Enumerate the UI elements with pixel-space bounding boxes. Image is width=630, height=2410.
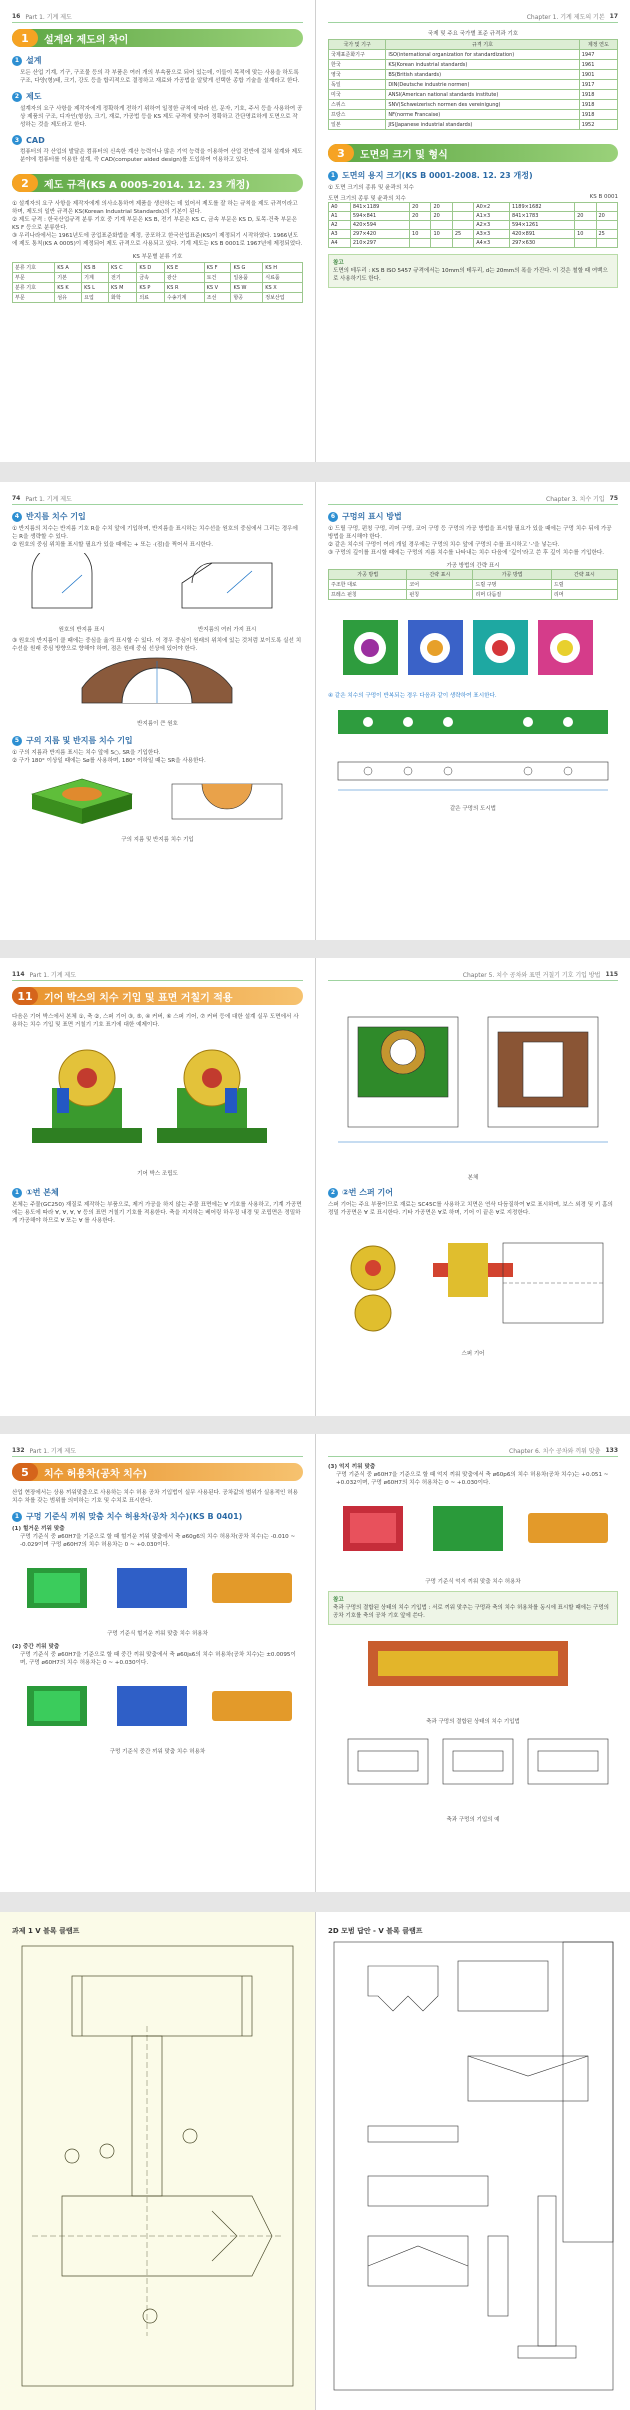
table-cell: 부문 — [13, 293, 55, 303]
table-cell: 조선 — [204, 293, 231, 303]
figure-caption: 스퍼 기어 — [461, 1351, 485, 1357]
table-cell: 594×1261 — [509, 221, 574, 230]
table-cell: 식료품 — [263, 273, 303, 283]
subheading-hole-basis: 1 구멍 기준식 끼워 맞춤 치수 허용차(공차 치수)(KS B 0401) — [12, 1511, 303, 1522]
spread-3 — [0, 958, 630, 1416]
bullet-icon: 3 — [12, 135, 22, 145]
table-cell: KS(Korean industrial standards) — [386, 60, 579, 70]
table-cell: 영국 — [329, 70, 386, 80]
table-cell: 펀칭 — [407, 590, 473, 600]
table-row — [13, 273, 303, 283]
table-header-cell: 규격 기호 — [386, 40, 579, 50]
section-heading — [12, 174, 303, 192]
table-cell: 일용품 — [231, 273, 263, 283]
section-heading: 11 기어 박스의 치수 기입 및 표면 거칠기 적용 — [12, 987, 303, 1005]
section-heading — [12, 29, 303, 47]
table-cell: KS G — [231, 263, 263, 273]
part-label: Part 1. 기계 제도 — [25, 13, 72, 21]
table-cell: A3×3 — [474, 230, 510, 239]
paragraph: 모든 산업 기계, 기구, 구조물 등의 각 부품은 여러 개의 부속품으로 되어 있는데, 이들이 목적에 맞는 사용을 하도록 구조, 다양(형)태, 크기, 강도 등을 합리적으로 결정하고 재료와 가공법을 알맞게 선택한 종합 기술을 설계라고 한다. — [20, 70, 300, 84]
bullet-icon: 6 — [328, 512, 338, 522]
table-cell: KS P — [137, 283, 165, 293]
table-row — [329, 70, 618, 80]
table-cell: 광산 — [164, 273, 204, 283]
table-cell: JIS(Japanese industrial standards) — [386, 120, 579, 130]
table-cell: ISO(international organization for standardization) — [386, 50, 579, 60]
page-16 — [0, 0, 315, 462]
table-cell: 항공 — [231, 293, 263, 303]
spread-1 — [0, 0, 630, 462]
table-cell: 594×841 — [350, 212, 409, 221]
table-header-cell: 제정 연도 — [579, 40, 617, 50]
table-cell: 수송기계 — [164, 293, 204, 303]
table-cell: 841×1783 — [509, 212, 574, 221]
section-number: 2 — [12, 174, 38, 192]
section-number: 3 — [328, 144, 354, 162]
table-row — [13, 263, 303, 273]
table-cell: 25 — [596, 230, 618, 239]
table-header-cell: 가공 방법 — [329, 570, 407, 580]
table-row — [329, 90, 618, 100]
table-caption: 국제 및 주요 국가별 표준 규격과 기호 — [427, 31, 519, 37]
table-cell: 프레스 펀칭 — [329, 590, 407, 600]
subheading-drafting: 2 제도 — [12, 91, 303, 102]
paragraph: 컴퓨터의 각 산업의 발달은 컴퓨터의 신속한 계산 능력이나 많은 기억 능력을 이용하여 산업 전반에 걸쳐 설계와 제도 분야에 컴퓨터를 이용한 설계, 즉 CAD(computer aided design)를 도입하여 이용하고 있다. — [20, 149, 303, 163]
subheading-sphere: 5 구의 지름 및 반지름 치수 기입 — [12, 735, 303, 746]
section-number: 1 — [12, 29, 38, 47]
table-cell: 금속 — [137, 273, 165, 283]
table-cell: A1×3 — [474, 212, 510, 221]
subheading-holes: 6 구멍의 표시 방법 — [328, 511, 618, 522]
table-cell — [452, 239, 473, 248]
table-cell — [575, 203, 596, 212]
table-caption: 가공 방법의 간략 표시 — [446, 563, 500, 569]
table-cell: KS A — [55, 263, 82, 273]
running-header: Chapter 5. 치수 공차와 표면 거칠기 기호 기입 방법 115 — [328, 968, 618, 981]
plate-holes-figure — [328, 704, 619, 748]
running-header: 114 Part 1. 기계 제도 — [12, 968, 303, 981]
table-cell: 20 — [410, 203, 431, 212]
table-cell: A0×2 — [474, 203, 510, 212]
table-cell: 분류 기호 — [13, 263, 55, 273]
subheading-paper: 1 도면의 용지 크기(KS B 0001-2008. 12. 23 개정) — [328, 170, 618, 181]
table-cell: 297×630 — [509, 239, 574, 248]
table-cell: KS K — [55, 283, 82, 293]
table-cell: 의료 — [137, 293, 165, 303]
page-17 — [315, 0, 630, 462]
table-caption: KS 부문별 분류 기호 — [132, 254, 183, 260]
table-header-cell: 가공 방법 — [473, 570, 551, 580]
bullet-icon: 5 — [12, 736, 22, 746]
table-row — [329, 230, 618, 239]
table-cell: DIN(Deutsche industrie normen) — [386, 80, 579, 90]
table-cell — [452, 212, 473, 221]
section-heading — [328, 144, 618, 162]
table-cell: 스위스 — [329, 100, 386, 110]
section-title: 도면의 크기 및 형식 — [360, 149, 448, 161]
table-cell: 1947 — [579, 50, 617, 60]
spur-gear-figure — [328, 1223, 619, 1343]
table-cell: 1961 — [579, 60, 617, 70]
table-row — [329, 221, 618, 230]
table-cell: A4 — [329, 239, 351, 248]
subheading-design: 1 설계 — [12, 55, 303, 66]
table-cell: KS H — [263, 263, 303, 273]
table-cell: 1918 — [579, 100, 617, 110]
figure-caption: 반지름의 여러 가지 표시 — [197, 627, 257, 633]
running-header: 74 Part 1. 기계 제도 — [12, 492, 303, 505]
page-74: 74 Part 1. 기계 제도 4 반지름 치수 기입 ① 반지름의 치수는 반지름 기호 R을 수치 앞에 기입하며, 반지름을 표시하는 치수선을 원호의 중심에서 그리는 경우에는 R을 생략할 수 있다. ② 원호의 중심 위치를 표시할 필요가 있을 때에는 + 또는 ·(점)을 찍어서 표시한다. 원호의 반지름 표시 반지름의 여러 가지 표시 ③ 원호의 반지름이 클 때에는 중심을 옮겨 표시할 수 있다. 이 경우 중심이 원래의 위치에 있는 것처럼 보이도록 실선 치수선을 원래 중심 방향으로 향해야 하며, 점은 원래 중심 선상에 있어야 한다. 반지름이 큰 원호 5 구의 지름 및 반지름 치수 기입 ① 구의 지름과 반지름 표시는 치수 앞에 S○, SR을 기입한다. ② 구가 180° 이상일 때에는 Sø를 사용하며, 180° 이하일 때는 SR을 사용한다. 구의 지름 및 반지름 치수 기입 — [0, 482, 315, 940]
ks-category-table — [12, 262, 303, 303]
table-cell: A2 — [329, 221, 351, 230]
table-cell: 20 — [410, 212, 431, 221]
page-133: Chapter 6. 치수 공차와 끼워 맞춤 133 (3) 억지 끼워 맞춤 구멍 기준식 중 ø60H7을 기준으로 할 때 억지 끼워 맞춤에서 축 ø60p6의 치수 허용차(공차 치수)는 +0.051 ~ +0.032이며, 구멍 ø60H7의 치수 허용차는 0 ~ +0.030이다. 구멍 기준식 억지 끼워 맞춤 치수 허용차 참고 축과 구멍의 결합된 상태의 치수 기입법 : 서로 끼워 맞추는 구멍과 축의 치수 허용차를 동시에 표시할 때에는 구멍의 공차 기호를 축의 공차 기호 앞에 쓴다. 축과 구멍의 결합된 상태의 치수 기입법 축과 구멍의 기입의 예 — [315, 1434, 630, 1892]
table-cell: 섬유 — [55, 293, 82, 303]
table-cell: KS L — [82, 283, 109, 293]
table-cell: 리머 — [551, 590, 617, 600]
table-cell: 20 — [431, 212, 452, 221]
table-row — [329, 212, 618, 221]
table-cell — [596, 221, 618, 230]
gearbox-assembly-figure — [12, 1033, 303, 1163]
table-cell — [596, 203, 618, 212]
table-cell: 1918 — [579, 90, 617, 100]
table-cell: 요업 — [82, 293, 109, 303]
table-cell: 10 — [431, 230, 452, 239]
table-cell: KS C — [109, 263, 137, 273]
table-cell: 기계 — [82, 273, 109, 283]
table-cell: 주조한 대로 — [329, 580, 407, 590]
large-arc-figure — [12, 653, 303, 713]
spread-5 — [0, 1912, 630, 2410]
table-cell: KS D — [137, 263, 165, 273]
table-cell: 드릴 — [551, 580, 617, 590]
spread-4 — [0, 1434, 630, 1892]
running-header — [328, 10, 618, 23]
paper-size-table — [328, 202, 618, 248]
running-header: Chapter 3. 치수 기입 75 — [328, 492, 618, 505]
section-title: 설계와 제도의 차이 — [44, 34, 129, 46]
sphere-figures — [12, 769, 303, 829]
table-header-row — [329, 40, 618, 50]
v-block-answer-drawing — [328, 1936, 619, 2396]
interference-fit-figure — [328, 1491, 619, 1571]
table-cell: BS(British standards) — [386, 70, 579, 80]
table-row — [329, 239, 618, 248]
table-header-cell: 간략 표시 — [407, 570, 473, 580]
table-cell: 정보산업 — [263, 293, 303, 303]
table-cell: 전기 — [109, 273, 137, 283]
table-cell — [452, 221, 473, 230]
table-header-cell: 간략 표시 — [551, 570, 617, 580]
standards-table — [328, 39, 618, 130]
table-cell: 1917 — [579, 80, 617, 90]
table-cell: 20 — [596, 212, 618, 221]
table-row — [329, 80, 618, 90]
page-114: 114 Part 1. 기계 제도 11 기어 박스의 치수 기입 및 표면 거칠기 적용 다음은 기어 박스에서 본체 ①, 축 ②, 스퍼 기어 ③, ⑤, ④ 커버, ⑥ 스퍼 기어, ⑦ 커버 등에 대한 설계 실무 도면에서 사용하는 치수 기입 및 표면 거칠기 기호 표기에 대한 예제이다. 기어 박스 조립도 1 ①번 본체 본체는 주물(GC250) 재질로 제작하는 부품으로, 제거 가공을 하지 않는 주물 표면에는 ∀ 기호를 사용하고, 기계 가공면에는 용도에 따라 ∀, ∀, ∀, ∀ 등의 표면 거칠기 기호를 적용한다. 축을 지지하는 베어링 하우징 내경 및 조립면은 정밀하게 가공해야 하므로 ∀ 또는 ∀ 를 사용한다. — [0, 958, 315, 1416]
plate-drawing-figure — [328, 752, 619, 798]
table-cell: A3 — [329, 230, 351, 239]
running-header: Chapter 6. 치수 공차와 끼워 맞춤 133 — [328, 1444, 618, 1457]
transition-fit-figure — [12, 1671, 303, 1741]
answer-title: 2D 모범 답안 - V 블록 클램프 — [328, 1927, 423, 1935]
figure-caption: 같은 구멍의 도시법 — [449, 806, 496, 812]
table-cell: 297×420 — [350, 230, 409, 239]
table-row — [329, 580, 618, 590]
clearance-fit-figure — [12, 1553, 303, 1623]
table-cell: 화학 — [109, 293, 137, 303]
table-cell: 프랑스 — [329, 110, 386, 120]
paragraph: ③ 우리나라에서는 1961년도에 공업표준화법을 제정, 공포하고 한국산업표준(KS)이 제정되기 시작하였다. 1966년도에 제도 통칙(KS A 0005)이 제정되어 제도 규격으로 사용되고 있다. 기계 제도는 KS B 0001로 1967년에 제정되었다. — [12, 233, 303, 247]
bullet-icon: 2 — [328, 1188, 338, 1198]
table-cell: 10 — [575, 230, 596, 239]
running-header: 132 Part 1. 기계 제도 — [12, 1444, 303, 1457]
table-cell: 리머 다듬질 — [473, 590, 551, 600]
paragraph: 설계자의 요구 사항을 제작자에게 정확하게 전하기 위하여 일정한 규칙에 따라 선, 문자, 기호, 주서 등을 사용하여 공상 제품의 구조, 디자인(형상), 크기, 재료, 가공법 등을 KS 제도 규격에 맞추어 정확하고 간단명료하게 도면으로 작성하는 것을 제도라고 한다. — [20, 106, 303, 128]
figure-caption: 축과 구멍의 기입의 예 — [446, 1817, 500, 1823]
note-box: 참고 축과 구멍의 결합된 상태의 치수 기입법 : 서로 끼워 맞추는 구멍과 축의 치수 허용차를 동시에 표시할 때에는 구멍의 공차 기호를 축의 공차 기호 앞에 쓴다. — [328, 1591, 618, 1625]
table-cell: 25 — [452, 230, 473, 239]
table-header-row — [329, 570, 618, 580]
table-cell: 20 — [431, 203, 452, 212]
page-132: 132 Part 1. 기계 제도 5 치수 허용차(공차 치수) 산업 현장에서는 상용 끼워맞춤으로 사용하는 치수 허용 공차 기입법이 실무 사용된다. 공차값의 범위가 실용적인 허용 치수 차를 갖는 범위를 의미하는 기호 및 수치로 표시한다. 1 구멍 기준식 끼워 맞춤 치수 허용차(공차 치수)(KS B 0401) (1) 헐거운 끼워 맞춤 구멍 기준식 중 ø60H7을 기준으로 할 때 헐거운 끼워 맞춤에서 축 ø60g6의 치수 허용차(공차 치수)는 -0.010 ~ -0.029이며 구멍 ø60H7의 치수 허용차는 0 ~ +0.030이다. 구멍 기준식 헐거운 끼워 맞춤 치수 허용차 (2) 중간 끼워 맞춤 구멍 기준식 중 ø60H7을 기준으로 할 때 중간 끼워 맞춤에서 축 ø60js6의 치수 허용차(공차 치수)는 ±0.0095이며, 구멍 ø60H7의 치수 허용차는 0 ~ +0.030이다. 구멍 기준식 중간 끼워 맞춤 치수 허용차 — [0, 1434, 315, 1892]
table-row — [329, 590, 618, 600]
table-cell: 420×891 — [509, 230, 574, 239]
table-cell: A4×3 — [474, 239, 510, 248]
table-cell — [410, 221, 431, 230]
subheading-cad: 3 CAD — [12, 135, 303, 145]
table-cell — [575, 221, 596, 230]
table-row — [329, 110, 618, 120]
table-cell: 1189×1682 — [509, 203, 574, 212]
table-header-cell: 국가 및 기구 — [329, 40, 386, 50]
table-cell: 10 — [410, 230, 431, 239]
figure-caption: 기어 박스 조립도 — [137, 1171, 178, 1177]
running-header — [12, 10, 303, 23]
table-cell: 부문 — [13, 273, 55, 283]
page-number: 16 — [12, 12, 21, 20]
bullet-icon: 1 — [12, 1188, 22, 1198]
table-cell: ANSI(American national standards institute) — [386, 90, 579, 100]
table-cell: A1 — [329, 212, 351, 221]
table-cell: 841×1189 — [350, 203, 409, 212]
table-cell: A0 — [329, 203, 351, 212]
figure-caption: 구멍 기준식 억지 끼워 맞춤 치수 허용차 — [425, 1579, 521, 1585]
page-75: Chapter 3. 치수 기입 75 6 구멍의 표시 방법 ① 드릴 구멍, 펀칭 구멍, 리머 구멍, 코어 구멍 등 구멍의 가공 방법을 표시할 필요가 있을 때에는 구멍 치수 뒤에 가공 방법을 표시해야 한다. ② 같은 치수의 구멍이 여러 개일 경우에는 구멍의 치수 앞에 구멍의 수를 표시하고 '-'을 넣는다. ③ 구멍의 깊이를 표시할 때에는 구멍의 지름 치수를 나타내는 치수 다음에 '깊이'라고 쓴 후 깊이 치수를 기입한다. 가공 방법의 간략 표시 가공 방법 간략 표시 가공 방법 간략 표시 주조한 대로 코어 드릴 구멍 드릴 프레스 펀칭 펀칭 리머 다듬질 리머 ④ 같은 치수의 구멍이 반복되는 경우 다음과 같이 생략하여 표시한다. 같은 구멍의 도시법 — [315, 482, 630, 940]
table-cell: 1918 — [579, 110, 617, 120]
bullet-icon: 2 — [12, 92, 22, 102]
table-cell — [431, 221, 452, 230]
table-cell: 1901 — [579, 70, 617, 80]
paragraph: ① 설계자의 요구 사항을 제작자에게 의사소통하여 제품을 생산하는 데 있어서 제도를 잘 하는 규칙을 제도 규격이라고 하며, 제도의 일반 규격은 KS(Korean Industrial Standards)의 기본이 된다. — [12, 201, 298, 215]
bullet-icon: 1 — [12, 56, 22, 66]
table-cell: 국제표준화기구 — [329, 50, 386, 60]
table-cell — [431, 239, 452, 248]
table-cell: A2×3 — [474, 221, 510, 230]
figure-caption: 구의 지름 및 반지름 치수 기입 — [121, 837, 194, 843]
table-cell: KS R — [164, 283, 204, 293]
table-cell: 코어 — [407, 580, 473, 590]
figure-caption: 축과 구멍의 결합된 상태의 치수 기입법 — [426, 1719, 520, 1725]
hole-method-table — [328, 569, 618, 600]
v-block-clamp-drawing — [12, 1936, 303, 2396]
table-cell: 토건 — [204, 273, 231, 283]
figure-caption: 반지름이 큰 원호 — [137, 721, 178, 727]
table-row — [329, 50, 618, 60]
table-cell: 420×594 — [350, 221, 409, 230]
table-cell: 210×297 — [350, 239, 409, 248]
table-row — [329, 100, 618, 110]
page-answer-drawing — [315, 1912, 630, 2410]
fit-notation-figure — [328, 1729, 619, 1809]
subheading-spur-gear: 2 ②번 스퍼 기어 — [328, 1187, 618, 1198]
table-row — [13, 283, 303, 293]
page-115: Chapter 5. 치수 공차와 표면 거칠기 기호 기입 방법 115 본체 2 ②번 스퍼 기어 스퍼 기어는 주요 부품이므로 재료는 SC45C를 사용하고 치면은 연삭 다듬질하여 ∀로 표시하며, 보스 외경 및 키 홈의 정밀 가공면은 ∀ 로 표시한다. 기타 가공면은 ∀로 하며, 기어 이 끝은 ∀로 지정한다. 스퍼 기어 — [315, 958, 630, 1416]
table-cell: 1952 — [579, 120, 617, 130]
table-cell: KS X — [263, 283, 303, 293]
table-cell: KS V — [204, 283, 231, 293]
figure-caption: 원호의 반지름 표시 — [58, 627, 105, 633]
page-exercise-drawing — [0, 1912, 315, 2410]
section-heading: 5 치수 허용차(공차 치수) — [12, 1463, 303, 1481]
table-cell — [410, 239, 431, 248]
fit-assembly-figure — [328, 1631, 619, 1711]
subheading-body: 1 ①번 본체 — [12, 1187, 303, 1198]
table-cell: 20 — [575, 212, 596, 221]
chapter-label: Chapter 1. 기계 제도의 기본 — [526, 13, 605, 21]
bullet-icon: 1 — [12, 1512, 22, 1522]
spread-2 — [0, 482, 630, 940]
figure-caption: 구멍 기준식 중간 끼워 맞춤 치수 허용차 — [109, 1749, 206, 1755]
table-cell — [596, 239, 618, 248]
table-cell: KS M — [109, 283, 137, 293]
table-row — [329, 120, 618, 130]
table-cell: KS F — [204, 263, 231, 273]
table-cell: 기본 — [55, 273, 82, 283]
table-caption: 도면 크기의 종류 및 윤곽의 치수 KS B 0001 — [328, 194, 618, 202]
table-row — [13, 293, 303, 303]
table-cell: 미국 — [329, 90, 386, 100]
paragraph: ① 도면 크기의 종류 및 윤곽의 치수 — [328, 185, 414, 191]
body-drawing-figure — [328, 987, 619, 1167]
note-box: 참고 도면의 테두리 : KS B ISO 5457 규격에서는 10mm의 테두리, d는 20mm의 폭을 가진다. 이 것은 철할 때 여백으로 사용하기도 한다. — [328, 254, 618, 288]
bullet-icon: 1 — [328, 171, 338, 181]
subheading-radius: 4 반지름 치수 기입 — [12, 511, 303, 522]
figure-caption: 구멍 기준식 헐거운 끼워 맞춤 치수 허용차 — [107, 1631, 208, 1637]
page-number: 17 — [609, 12, 618, 20]
table-cell — [452, 203, 473, 212]
table-cell: KS B — [82, 263, 109, 273]
section-title: 제도 규격(KS A 0005-2014. 12. 23 개정) — [44, 179, 250, 191]
figure-caption: 본체 — [467, 1175, 479, 1181]
table-row — [329, 60, 618, 70]
table-cell: NF(norme Francaise) — [386, 110, 579, 120]
bullet-icon: 4 — [12, 512, 22, 522]
table-cell: 독일 — [329, 80, 386, 90]
table-cell — [575, 239, 596, 248]
table-cell: KS E — [164, 263, 204, 273]
exercise-title: 과제 1 V 블록 클램프 — [12, 1927, 80, 1935]
table-cell: 일본 — [329, 120, 386, 130]
radius-figures — [12, 553, 303, 619]
table-cell: 분류 기호 — [13, 283, 55, 293]
table-cell: 드릴 구멍 — [473, 580, 551, 590]
hole-blocks-figure — [328, 608, 619, 688]
table-cell: SNV(Schweizerisch normen des vereinigung) — [386, 100, 579, 110]
table-cell: 한국 — [329, 60, 386, 70]
table-row — [329, 203, 618, 212]
paragraph: ② 제도 규격 : 한국산업규격 분류 기호 중 기계 부문은 KS B, 전기 부문은 KS C, 금속 부문은 KS D, 토목·건축 부문은 KS F 등으로 분류한다. — [12, 217, 297, 231]
table-cell: KS W — [231, 283, 263, 293]
